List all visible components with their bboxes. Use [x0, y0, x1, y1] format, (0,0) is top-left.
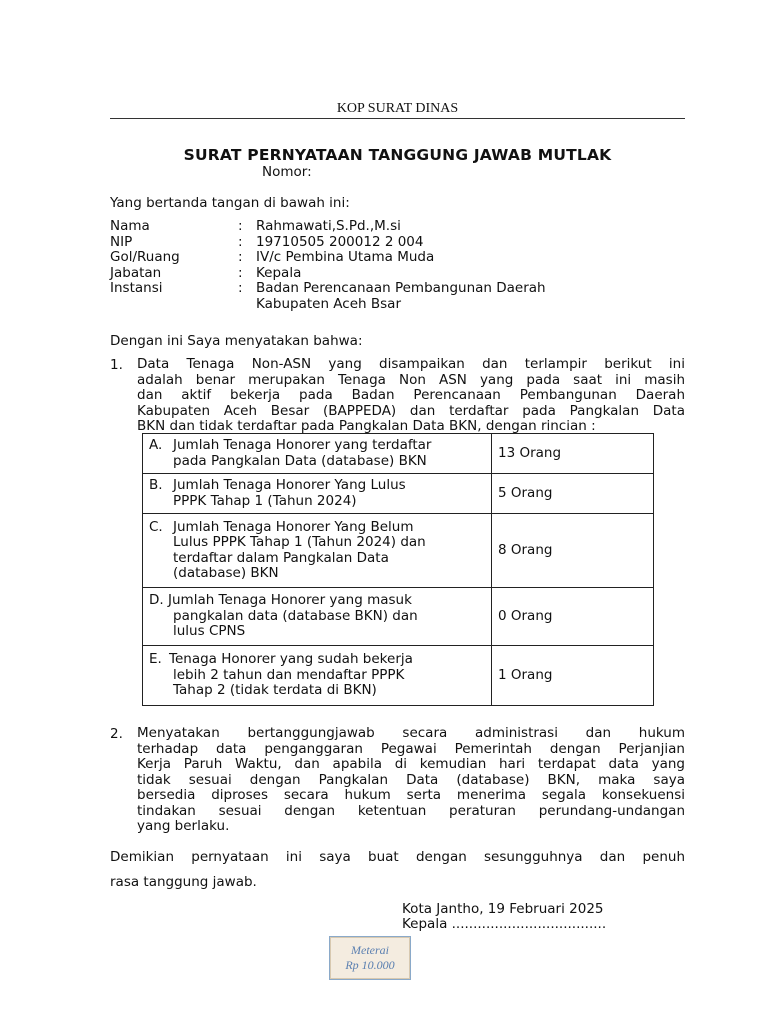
identity-label: Instansi [110, 280, 163, 296]
point-1-paragraph [137, 357, 685, 435]
table-cell-count: 1 Orang [492, 646, 654, 706]
identity-colon: : [238, 218, 243, 234]
row-letter: D. [149, 592, 164, 609]
table-row [143, 434, 654, 474]
letterhead-placeholder: KOP SURAT DINAS [336, 101, 459, 116]
closing-line: rasa tanggung jawab. [110, 874, 257, 890]
identity-value-continued: Kabupaten Aceh Bsar [256, 295, 401, 312]
table-cell-description [143, 514, 492, 588]
point-2-paragraph [137, 726, 685, 835]
row-text: Lulus PPPK Tahap 1 (Tahun 2024) dan [173, 534, 426, 550]
closing-paragraph [110, 849, 685, 890]
identity-colon: : [238, 264, 243, 281]
identity-colon: : [238, 233, 243, 250]
row-letter: B. [149, 477, 163, 493]
document-title: SURAT PERNYATAAN TANGGUNG JAWAB MUTLAK [183, 146, 612, 164]
table-row [143, 588, 654, 646]
meterai-amount: Rp 10.000 [345, 958, 395, 972]
identity-value: Badan Perencanaan Pembangunan Daerah [256, 280, 546, 296]
row-text: Tenaga Honorer yang sudah bekerja [169, 651, 413, 668]
table-cell-count: 0 Orang [492, 588, 654, 646]
row-letter: E. [149, 651, 162, 668]
meterai-stamp [329, 936, 411, 980]
identity-label: Gol/Ruang [110, 249, 180, 265]
signature-place-date: Kota Jantho, 19 Februari 2025 [402, 901, 604, 917]
point-2-line: Kerja Paruh Waktu, dan apabila di kemudian hari terdapat data yang [137, 756, 685, 772]
table-cell-count: 13 Orang [492, 434, 654, 474]
closing-line: Demikian pernyataan ini saya buat dengan sesungguhnya dan penuh [110, 849, 685, 865]
point-2-line: yang berlaku. [137, 818, 230, 834]
row-text: (database) BKN [173, 565, 279, 581]
point-2-line: tidak sesuai dengan Pangkalan Data (database) BKN, maka saya [137, 771, 685, 788]
letterhead-divider [110, 118, 685, 119]
row-text: Jumlah Tenaga Honorer yang terdaftar [173, 437, 432, 453]
row-letter: C. [149, 518, 163, 535]
identity-value: Kepala [256, 264, 302, 281]
table-cell-description [143, 646, 492, 706]
row-text: Jumlah Tenaga Honorer yang masuk [168, 592, 412, 609]
row-text: Tahap 2 (tidak terdata di BKN) [173, 682, 377, 699]
point-1-line: dan aktif bekerja pada Badan Perencanaan Pembangunan Daerah [137, 387, 685, 403]
identity-value: 19710505 200012 2 004 [256, 233, 424, 250]
point-1-line: adalah benar merupakan Tenaga Non ASN yang pada saat ini masih [137, 371, 685, 388]
point-1-line: BKN dan tidak terdaftar pada Pangkalan Data BKN, dengan rincian : [137, 418, 596, 434]
document-number: Nomor: [262, 164, 312, 180]
table-cell-description [143, 474, 492, 514]
row-text: lebih 2 tahun dan mendaftar PPPK [173, 666, 405, 683]
table-cell-description [143, 434, 492, 474]
identity-colon: : [238, 280, 243, 296]
table-row [143, 514, 654, 588]
table-cell-count: 5 Orang [492, 474, 654, 514]
point-2-number: 2. [110, 726, 123, 742]
point-2-line: Menyatakan bertanggungjawab secara administrasi dan hukum [137, 725, 685, 741]
table-cell-count: 8 Orang [492, 514, 654, 588]
intro-text: Yang bertanda tangan di bawah ini: [110, 195, 350, 211]
identity-label: Nama [110, 218, 150, 234]
row-text: PPPK Tahap 1 (Tahun 2024) [173, 492, 357, 509]
table-cell-description [143, 588, 492, 646]
identity-value: IV/c Pembina Utama Muda [256, 249, 435, 265]
table-row [143, 646, 654, 706]
identity-label: Jabatan [110, 264, 162, 281]
row-text: terdaftar dalam Pangkalan Data [173, 549, 389, 566]
row-text: Jumlah Tenaga Honorer Yang Belum [173, 518, 414, 535]
point-1-line: Data Tenaga Non-ASN yang disampaikan dan terlampir berikut ini [137, 356, 685, 372]
row-text: lulus CPNS [173, 623, 246, 640]
row-letter: A. [149, 437, 163, 453]
row-text: pada Pangkalan Data (database) BKN [173, 452, 427, 469]
table-row [143, 474, 654, 514]
point-2-line: tindakan sesuai dengan ketentuan peraturan perundang-undangan [137, 802, 685, 819]
signature-position: Kepala .................................... [402, 916, 607, 932]
identity-label: NIP [110, 233, 133, 250]
row-text: pangkalan data (database BKN) dan [173, 607, 418, 624]
point-1-line: Kabupaten Aceh Besar (BAPPEDA) dan terdaftar pada Pangkalan Data [137, 402, 685, 419]
row-text: Jumlah Tenaga Honorer Yang Lulus [173, 477, 406, 493]
identity-value: Rahmawati,S.Pd.,M.si [256, 218, 401, 234]
meterai-label: Meterai [351, 943, 389, 957]
point-2-line: bersedia diproses secara hukum serta menerima segala konsekuensi [137, 787, 685, 803]
point-1-number: 1. [110, 357, 123, 373]
point-2-line: terhadap data penganggaran Pegawai Pemerintah dengan Perjanjian [137, 740, 685, 757]
identity-colon: : [238, 249, 243, 265]
statement-intro: Dengan ini Saya menyatakan bahwa: [110, 333, 363, 349]
rincian-table [142, 433, 654, 706]
